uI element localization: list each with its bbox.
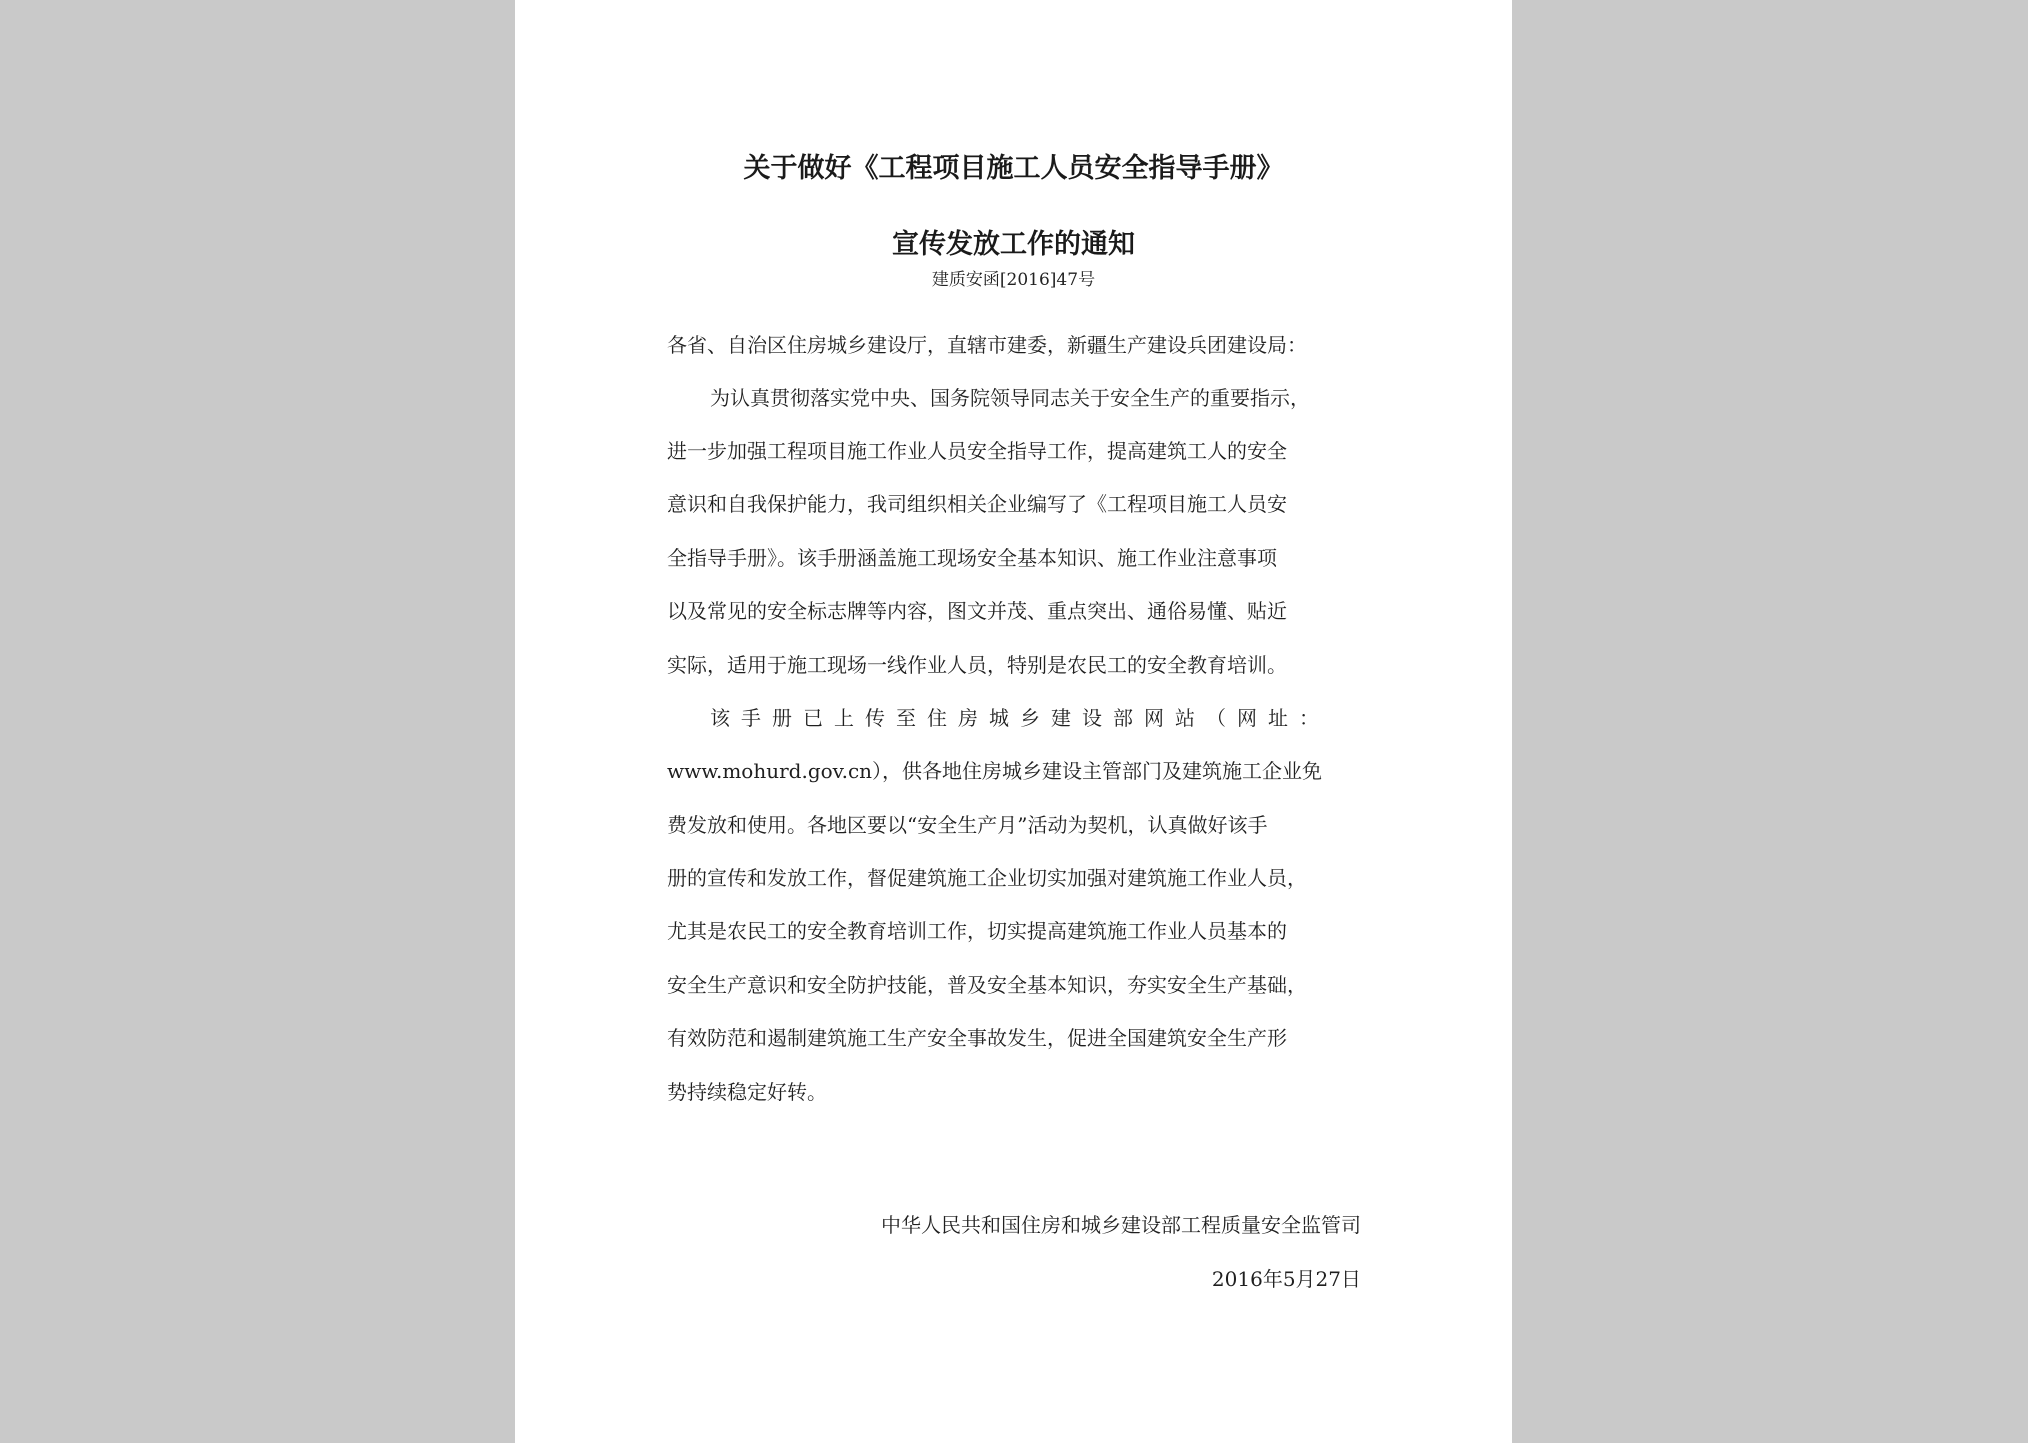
paragraph-1-line: 意识和自我保护能力，我司组织相关企业编写了《工程项目施工人员安 <box>667 492 1287 516</box>
issuing-authority: 中华人民共和国住房和城乡建设部工程质量安全监管司 <box>881 1213 1361 1237</box>
salutation: 各省、自治区住房城乡建设厅，直辖市建委，新疆生产建设兵团建设局： <box>667 333 1307 357</box>
paragraph-2-line: 有效防范和遏制建筑施工生产安全事故发生，促进全国建筑安全生产形 <box>667 1026 1287 1050</box>
notice-title-line-2: 宣传发放工作的通知 <box>892 229 1135 260</box>
paragraph-1-line: 为认真贯彻落实党中央、国务院领导同志关于安全生产的重要指示， <box>710 386 1310 410</box>
paragraph-1-line: 实际，适用于施工现场一线作业人员，特别是农民工的安全教育培训。 <box>667 653 1287 677</box>
paragraph-1-line: 以及常见的安全标志牌等内容，图文并茂、重点突出、通俗易懂、贴近 <box>667 599 1287 623</box>
document-number: 建质安函[2016]47号 <box>931 270 1096 290</box>
paragraph-1-line: 全指导手册》。该手册涵盖施工现场安全基本知识、施工作业注意事项 <box>667 546 1277 570</box>
paragraph-2-line: 册的宣传和发放工作，督促建筑施工企业切实加强对建筑施工作业人员， <box>667 866 1307 890</box>
paragraph-1-line: 进一步加强工程项目施工作业人员安全指导工作，提高建筑工人的安全 <box>667 439 1287 463</box>
paragraph-2-line: www.mohurd.gov.cn），供各地住房城乡建设主管部门及建筑施工企业免 <box>667 759 1323 783</box>
paragraph-2-line: 尤其是农民工的安全教育培训工作，切实提高建筑施工作业人员基本的 <box>667 919 1287 943</box>
paragraph-2-line: 费发放和使用。各地区要以“安全生产月”活动为契机，认真做好该手 <box>667 813 1268 837</box>
paragraph-2-line: 安全生产意识和安全防护技能，普及安全基本知识，夯实安全生产基础， <box>667 973 1307 997</box>
notice-title-line-1: 关于做好《工程项目施工人员安全指导手册》 <box>743 153 1284 184</box>
paragraph-2-line: 该手册已上传至住房城乡建设部网站（网址： <box>710 706 1330 730</box>
issue-date: 2016年5月27日 <box>1211 1267 1361 1291</box>
paragraph-2-line: 势持续稳定好转。 <box>667 1080 827 1104</box>
document-page <box>515 0 1512 1443</box>
